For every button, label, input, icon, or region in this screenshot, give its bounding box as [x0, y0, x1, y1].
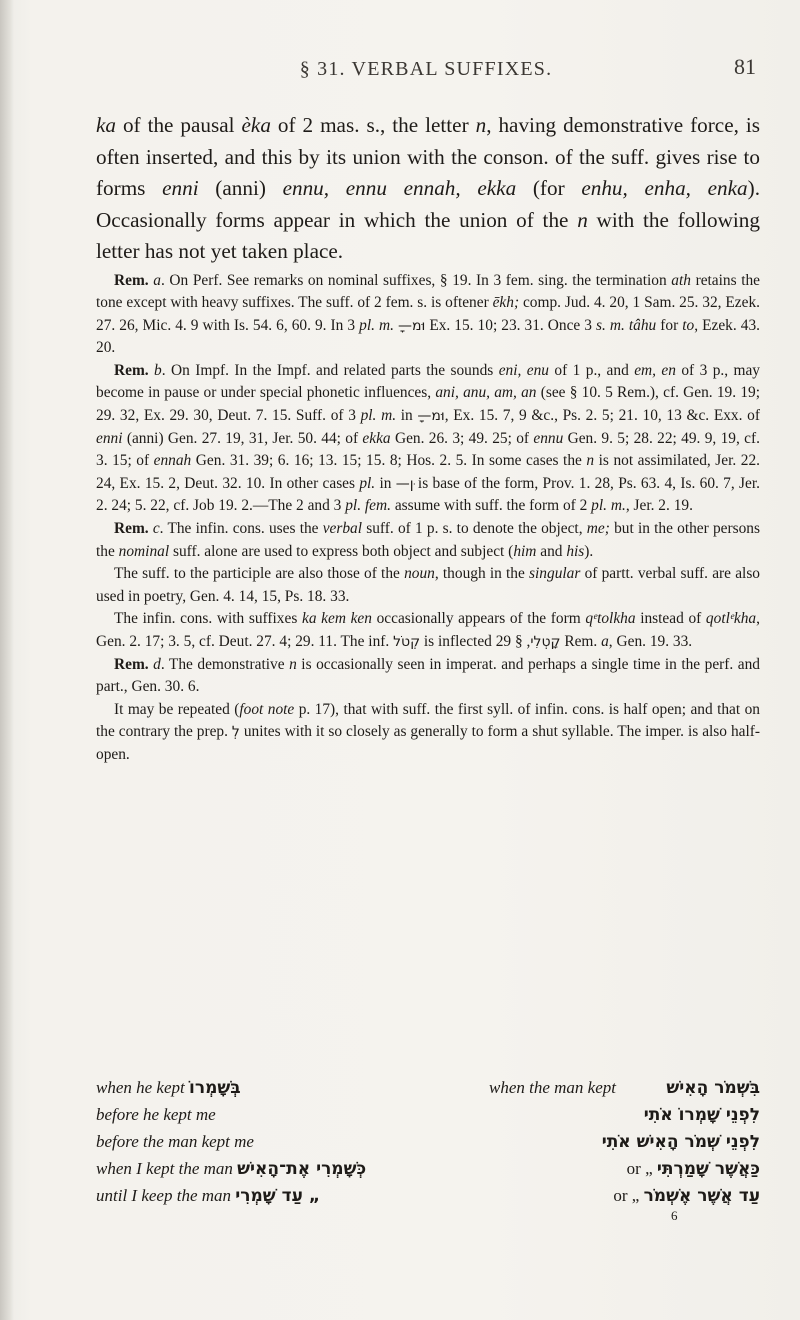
- hebrew-text: ןּ—: [395, 475, 414, 492]
- text-span: is base of the form, Prov. 1. 28, Ps. 63. 4, Is. 60. 7, Jer. 2. 24; 5. 22, cf. Job 19. 2.—The 2 and 3: [96, 474, 760, 515]
- text-span: ennah: [153, 452, 192, 470]
- example-row: [96, 1078, 760, 1104]
- example-hebrew: לִפְנֵי שְׁמֹר הָאִישׁ אֹתִי: [601, 1132, 760, 1152]
- remark-letter: d: [153, 655, 161, 673]
- text-span: , having demonstrative force, is often inserted, and this by its union with the conson. of the suff. gives rise to forms: [96, 113, 760, 200]
- text-span: em, en: [634, 361, 676, 379]
- text-span: for: [656, 316, 683, 334]
- text-span: (see § 10. 5 Rem.), cf. Gen. 19. 19; 29. 32, Ex. 29. 30, Deut. 7. 15. Suff. of 3: [96, 384, 760, 425]
- example-english: before the man kept me: [96, 1132, 254, 1151]
- infinitive-paragraph: [96, 608, 760, 653]
- remark-letter: b: [154, 361, 162, 379]
- text-span: ka: [96, 113, 116, 137]
- text-span: is inflected: [420, 633, 496, 650]
- text-span: pl. m.: [360, 407, 397, 425]
- text-span: verbal: [322, 520, 363, 538]
- text-span: ekka: [362, 429, 391, 447]
- text-span: him: [513, 542, 537, 560]
- example-row: [96, 1105, 760, 1131]
- example-hebrew: „ עַד שָׁמְרִי: [235, 1186, 320, 1206]
- text-span: qotlᵉkha: [705, 610, 757, 628]
- text-span: . The demonstrative: [160, 655, 290, 673]
- text-span: but in the other persons the: [96, 520, 760, 560]
- text-span: pl.: [359, 474, 376, 492]
- text-span: pl. fem.: [345, 497, 391, 515]
- text-span: of the pausal: [116, 113, 242, 137]
- final-paragraph: [96, 699, 760, 767]
- example-english: until I keep the man: [96, 1186, 236, 1205]
- text-span: retains the tone except with heavy suffixes. The suff. of 2 fem. s. is oftener: [96, 271, 761, 312]
- text-span: of 3 p., may become in pause or under special phonetic influences,: [96, 361, 761, 402]
- example-right: [627, 1159, 760, 1179]
- text-span: n: [289, 655, 297, 673]
- remark-label: Rem.: [114, 655, 154, 673]
- text-span: of 1 p., and: [548, 361, 635, 379]
- text-span: It may be repeated (: [114, 700, 240, 718]
- text-span: . The infin. cons. uses the: [159, 520, 323, 538]
- running-title: § 31. VERBAL SUFFIXES.: [299, 58, 553, 80]
- hebrew-text: קָטְלִי: [530, 634, 561, 650]
- text-span: (anni): [198, 176, 283, 200]
- examples-block: [96, 1078, 760, 1248]
- text-span: ēkh;: [492, 294, 520, 312]
- text-span: enni: [96, 429, 123, 447]
- text-span: foot note: [239, 700, 295, 718]
- example-english: before he kept me: [96, 1105, 216, 1124]
- text-span: èka: [241, 113, 271, 137]
- text-span: The suff. to the participle are also those of the: [114, 565, 405, 583]
- remark-label: Rem.: [114, 271, 154, 289]
- example-hebrew: לִפְנֵי שָׁמְרוֹ אֹתִי: [643, 1105, 760, 1125]
- text-span: of 2 mas. s., the letter: [270, 113, 476, 137]
- remark-label: Rem.: [114, 361, 155, 379]
- footnote-marker: 6: [671, 1208, 678, 1223]
- remark-letter: c: [152, 520, 160, 538]
- example-row: [96, 1186, 760, 1212]
- text-span: to: [682, 316, 695, 334]
- example-left: [96, 1132, 254, 1152]
- page-number: 81: [734, 54, 756, 79]
- text-span: Ex. 15. 10; 23. 31. Once 3: [425, 316, 597, 334]
- example-connector: or „: [613, 1186, 644, 1205]
- text-span: ennu: [533, 429, 564, 447]
- hebrew-text: וּמ—ָ: [417, 408, 445, 425]
- text-span: of partt. verbal suff. are also used in poetry, Gen. 4. 14, 15, Ps. 18. 33.: [96, 565, 760, 605]
- text-span: singular: [529, 565, 581, 583]
- text-span: ennu, ennu ennah, ekka: [282, 176, 517, 200]
- text-span: (for: [516, 176, 582, 200]
- main-text: [96, 110, 760, 767]
- text-span: a: [601, 633, 609, 650]
- text-span: assume with suff. the form of 2: [390, 497, 592, 515]
- hebrew-text: קְטֹל: [393, 634, 421, 650]
- text-span: noun: [404, 565, 435, 583]
- example-left: [96, 1159, 366, 1179]
- text-span: (anni) Gen. 27. 19, 31, Jer. 50. 44; of: [122, 429, 363, 447]
- remark-label: Rem.: [114, 520, 153, 538]
- text-span: p. 17), that with suff. the first syll. of infin. cons. is half open; and that on the contrary the prep.: [96, 700, 760, 741]
- example-right: [666, 1078, 760, 1098]
- example-middle-english: when the man kept: [489, 1078, 616, 1097]
- text-span: , Jer. 2. 19.: [625, 497, 693, 515]
- text-span: suff. alone are used to express both object and subject (: [169, 542, 514, 560]
- text-span: is not assimilated, Jer. 22. 24, Ex. 15. 2, Deut. 32. 10. In other cases: [96, 452, 760, 492]
- participle-paragraph: [96, 563, 760, 608]
- text-span: , Gen. 2. 17; 3. 5, cf. Deut. 27. 4; 29. 11. The inf.: [96, 610, 760, 650]
- example-left: [96, 1078, 241, 1098]
- text-span: qᵉtolkha: [585, 610, 636, 628]
- remark-d: [96, 654, 760, 699]
- lead-paragraph: [96, 110, 760, 268]
- example-left: [96, 1186, 320, 1206]
- page-spine-shadow: [0, 0, 14, 1320]
- hebrew-text: לְ: [231, 724, 240, 741]
- text-span: nominal: [118, 542, 170, 560]
- text-span: , Gen. 19. 33.: [608, 633, 693, 650]
- text-span: enni: [162, 176, 199, 200]
- text-span: enhu, enha, enka: [581, 176, 748, 200]
- text-span: pl. m.: [591, 497, 626, 515]
- remark-a: [96, 270, 760, 360]
- text-span: , § 29 Rem.: [495, 633, 602, 650]
- example-english: when he kept: [96, 1078, 189, 1097]
- example-right: [644, 1105, 760, 1125]
- text-span: instead of: [635, 610, 706, 628]
- remark-c: [96, 518, 760, 563]
- text-span: n: [475, 113, 487, 137]
- text-span: ath: [671, 271, 691, 289]
- text-span: comp. Jud. 4. 20, 1 Sam. 25. 32, Ezek. 27. 26, Mic. 4. 9 with Is. 54. 6, 60. 9. In 3: [96, 294, 761, 334]
- example-hebrew: כְּשָׁמְרִי אֶת־הָאִישׁ: [237, 1159, 367, 1179]
- text-span: pl. m.: [359, 316, 394, 334]
- text-span: Gen. 9. 5; 28. 22; 49. 9, 19, cf. 3. 15; of: [96, 429, 760, 470]
- text-span: ).: [584, 542, 594, 560]
- text-span: eni, enu: [498, 361, 549, 379]
- example-right: [602, 1132, 760, 1152]
- text-span: ka kem ken: [301, 610, 372, 628]
- text-span: s. m. tâhu: [596, 316, 657, 334]
- example-left: [96, 1105, 216, 1125]
- text-span: unites with it so closely as generally to form a shut syllable. The imper. is also half-open.: [96, 723, 760, 763]
- example-hebrew: בִּשְׁמֹר הָאִישׁ: [666, 1078, 760, 1098]
- text-span: in: [375, 474, 396, 492]
- example-hebrew: עַד אֲשֶׁר אֶשְׁמֹר: [643, 1186, 760, 1206]
- hebrew-text: וּמ—ָ: [397, 317, 426, 334]
- text-span: . On Perf. See remarks on nominal suffixes, § 19. In 3 fem. sing. the termination: [160, 271, 672, 289]
- text-span: n: [586, 452, 595, 470]
- running-header: [96, 52, 756, 92]
- text-span: suff. of 1 p. s. to denote the object,: [362, 520, 587, 538]
- text-span: occasionally appears of the form: [371, 610, 586, 628]
- example-hebrew: כַּאֲשֶׁר שָׁמַרְתִּי: [656, 1159, 760, 1179]
- text-span: in: [396, 407, 418, 425]
- text-span: Gen. 26. 3; 49. 25; of: [390, 429, 534, 447]
- example-connector: or „: [626, 1159, 657, 1178]
- text-span: is occasionally seen in imperat. and perhaps a single time in the perf. and part., Gen. 30. 6.: [96, 655, 760, 696]
- text-span: n: [577, 207, 588, 232]
- text-span: ). Occasionally forms appear in which the union of the: [96, 176, 761, 232]
- remark-letter: a: [153, 271, 161, 289]
- text-span: , though in the: [434, 565, 530, 583]
- text-span: with the following letter has not yet taken place.: [96, 207, 760, 263]
- text-span: . On Impf. In the Impf. and related parts the sounds: [161, 361, 499, 379]
- text-span: The infin. cons. with suffixes: [114, 610, 302, 628]
- text-span: , Ezek. 43. 20.: [96, 316, 760, 357]
- text-span: his: [566, 542, 585, 560]
- text-span: , Ex. 15. 7, 9 &c., Ps. 2. 5; 21. 10, 13 &c. Exx. of: [444, 407, 760, 425]
- text-span: and: [536, 542, 567, 560]
- example-row: [96, 1159, 760, 1185]
- remark-b: [96, 360, 760, 518]
- example-hebrew: בְּשָׁמְרוֹ: [189, 1078, 241, 1098]
- text-span: ani, anu, am, an: [435, 384, 537, 402]
- text-span: Gen. 31. 39; 6. 16; 13. 15; 15. 8; Hos. 2. 5. In some cases the: [191, 452, 587, 470]
- example-row: [96, 1132, 760, 1158]
- example-english: when I kept the man: [96, 1159, 238, 1178]
- text-span: me;: [586, 520, 610, 538]
- example-right: [613, 1186, 760, 1206]
